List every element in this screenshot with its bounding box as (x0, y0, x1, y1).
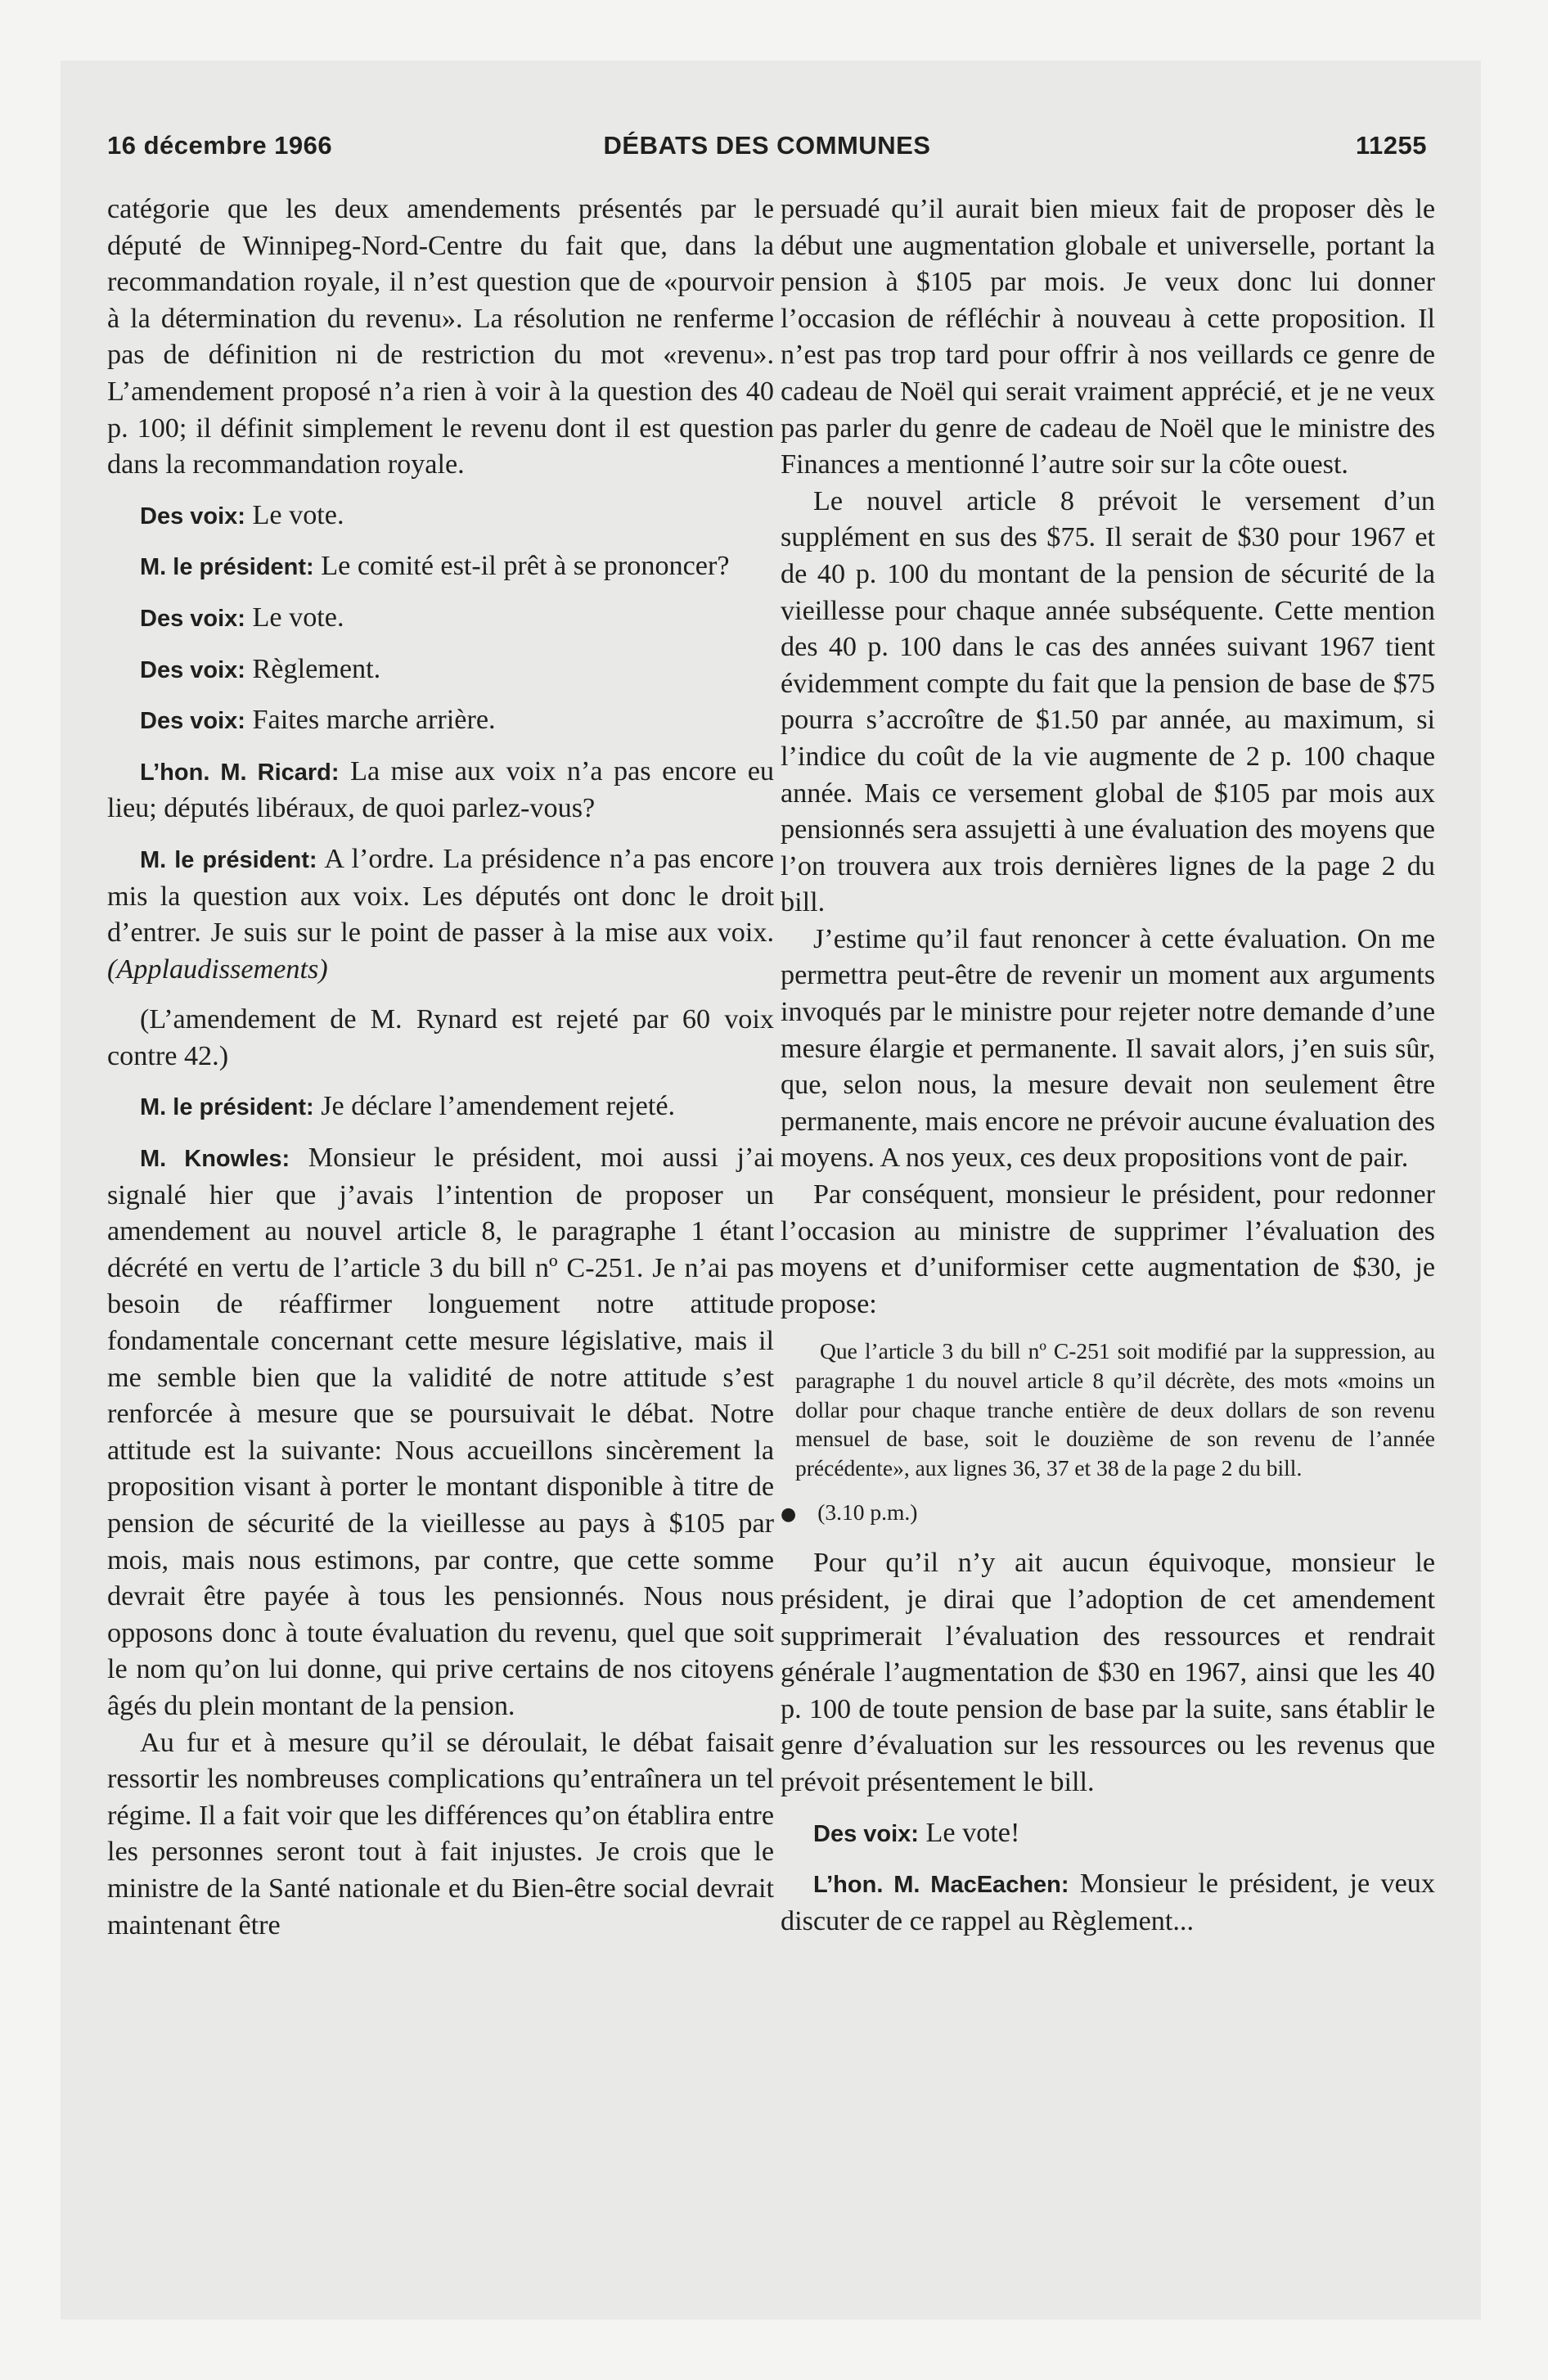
speaker-label: L’hon. M. Ricard: (140, 759, 340, 786)
paragraph: Pour qu’il n’y ait aucun équivoque, monsieur le président, je dirai que l’adoption de cet amendement supprimerait l’évaluation des ressources et rendrait générale l’augmentation de $30 en 1967, ainsi que les 40 p. 100 de toute pension de base par la suite, sans établir le genre d’évaluation sur les ressources ou les revenus que prévoit présentement le bill. (781, 1548, 1435, 1797)
speech (107, 548, 774, 586)
left-column (107, 192, 774, 1944)
speech-text: A l’ordre. La présidence n’a pas encore mis la question aux voix. Les députés ont donc le droit d’entrer. Je suis sur le point de passer à la mise aux voix. (107, 843, 774, 949)
vote-result: (L’amendement de M. Rynard est rejeté par 60 voix contre 42.) (107, 1004, 774, 1071)
time-text: (3.10 p.m.) (817, 1499, 918, 1526)
bullet-icon: ● (781, 1504, 797, 1526)
speaker-label: M. Knowles: (140, 1146, 290, 1173)
speaker-label: Des voix: (813, 1820, 919, 1847)
speaker-label: Des voix: (140, 708, 245, 735)
speaker-label: M. le président: (140, 846, 317, 873)
speech (107, 841, 774, 988)
speech (107, 1140, 774, 1725)
speaker-label: Des voix: (140, 656, 245, 683)
amendment-quote: Que l’article 3 du bill nº C-251 soit modifié par la suppression, au paragraphe 1 du nouvel article 8 qu’il décrète, des mots «moins un dollar pour chaque tranche entière de deux dollars de son revenu mensuel de base, soit le douzième de son revenu de l’année précédente», aux lignes 36, 37 et 38 de la page 2 du bill. (795, 1338, 1435, 1481)
speech-text: Le vote. (252, 499, 344, 530)
speech-text: Je déclare l’amendement rejeté. (321, 1091, 676, 1122)
paragraph: persuadé qu’il aurait bien mieux fait de proposer dès le début une augmentation globale et universelle, portant la pension à $105 par mois. Je veux donc lui donner l’occasion de réfléchir à nouveau à cette proposition. Il n’est pas trop tard pour offrir à nos veillards ce genre de cadeau de Noël qui serait vraiment apprécié, et je ne veux pas parler du genre de cadeau de Noël que le ministre des Finances a mentionné l’autre soir sur la côte ouest. (781, 194, 1435, 480)
header-title: DÉBATS DES COMMUNES (603, 131, 931, 160)
speech (107, 754, 774, 827)
paragraph: Le nouvel article 8 prévoit le versement d’un supplément en sus des $75. Il serait de $30 pour 1967 et de 40 p. 100 du montant de la pension de sécurité de la vieillesse pour chaque année subséquente. Cette mention des 40 p. 100 dans le cas des années suivant 1967 tient évidemment compte du fait que la pension de base de $75 pourra s’accroître de $1.50 par année, au maximum, si l’indice du coût de la vie augmente de 2 p. 100 chaque année. Mais ce versement global de $105 par mois aux pensionnés sera assujetti à une évaluation des moyens que l’on trouvera aux trois dernières lignes de la page 2 du bill. (781, 485, 1435, 918)
speech (107, 702, 774, 740)
speech-text: Monsieur le président, moi aussi j’ai signalé hier que j’avais l’intention de proposer un amendement au nouvel article 8, le paragraphe 1 étant décrété en vertu de l’article 3 du bill nº C-251. Je n’ai pas besoin de réaffirmer longuement notre attitude fondamentale concernant cette mesure législative, mais il me semble bien que la validité de notre attitude s’est renforcée à mesure que se poursuivait le débat. Notre attitude est la suivante: Nous accueillons sincèrement la proposition visant à porter le montant disponible à titre de pension de sécurité de la vieillesse au pays à $105 par mois, mais nous estimons, par contre, que cette somme devrait être payée à tous les pensionnés. Nous nous opposons donc à toute évaluation du revenu, quel que soit le nom qu’on lui donne, qui prive certains de nos citoyens âgés du plein montant de la pension. (107, 1143, 775, 1721)
paragraph: J’estime qu’il faut renoncer à cette évaluation. On me permettra peut-être de revenir un moment aux arguments invoqués par le ministre pour rejeter notre demande d’une mesure élargie et permanente. Il savait alors, j’en suis sûr, que, selon nous, la mesure devait non seulement être permanente, mais encore ne prévoir aucune évaluation des moyens. A nos yeux, ces deux propositions vont de pair. (781, 923, 1435, 1174)
speech-text: Faites marche arrière. (252, 705, 496, 736)
speech-text: La mise aux voix n’a pas encore eu lieu; députés libéraux, de quoi parlez-vous? (107, 755, 774, 824)
speech-text: Le comité est-il prêt à se prononcer? (321, 551, 730, 582)
speaker-label: Des voix: (140, 503, 245, 530)
paragraph: Par conséquent, monsieur le président, pour redonner l’occasion au ministre de supprimer l’évaluation des moyens et d’uniformiser cette augmentation de $30, je propose: (781, 1179, 1435, 1319)
speech (107, 1089, 774, 1126)
speech-text: Le vote! (925, 1817, 1020, 1848)
time-marker (781, 1496, 1435, 1531)
speech-text: Monsieur le président, je veux discuter de ce rappel au Règlement... (781, 1868, 1435, 1936)
speech-text: Règlement. (252, 653, 381, 684)
speech (107, 498, 774, 535)
right-column (781, 192, 1435, 1940)
header-date: 16 décembre 1966 (107, 131, 333, 160)
header-page-number: 11255 (1356, 131, 1427, 160)
speaker-label: M. le président: (140, 554, 314, 581)
speech-text: Le vote. (252, 602, 344, 633)
speech (781, 1866, 1435, 1940)
speech (107, 600, 774, 638)
paragraph: catégorie que les deux amendements présentés par le député de Winnipeg-Nord-Centre du fait que, dans la recommandation royale, il n’est question que de «pourvoir à la détermination du revenu». La résolution ne renferme pas de définition ni de restriction du mot «revenu». L’amendement proposé n’a rien à voir à la question des 40 p. 100; il définit simplement le revenu dont il est question dans la recommandation royale. (107, 194, 774, 480)
page-sheet (61, 61, 1481, 2319)
applause-note: (Applaudissements) (107, 953, 328, 985)
paragraph: Au fur et à mesure qu’il se déroulait, le débat faisait ressortir les nombreuses complications qu’entraînera un tel régime. Il a fait voir que les différences qu’on établira entre les personnes seront tout à fait injustes. Je crois que le ministre de la Santé nationale et du Bien-être social devrait maintenant être (107, 1727, 774, 1941)
speech (781, 1815, 1435, 1853)
speech (107, 651, 774, 689)
running-header (107, 131, 1427, 172)
speaker-label: M. le président: (140, 1094, 314, 1121)
speaker-label: Des voix: (140, 605, 245, 632)
speaker-label: L’hon. M. MacEachen: (813, 1872, 1069, 1899)
